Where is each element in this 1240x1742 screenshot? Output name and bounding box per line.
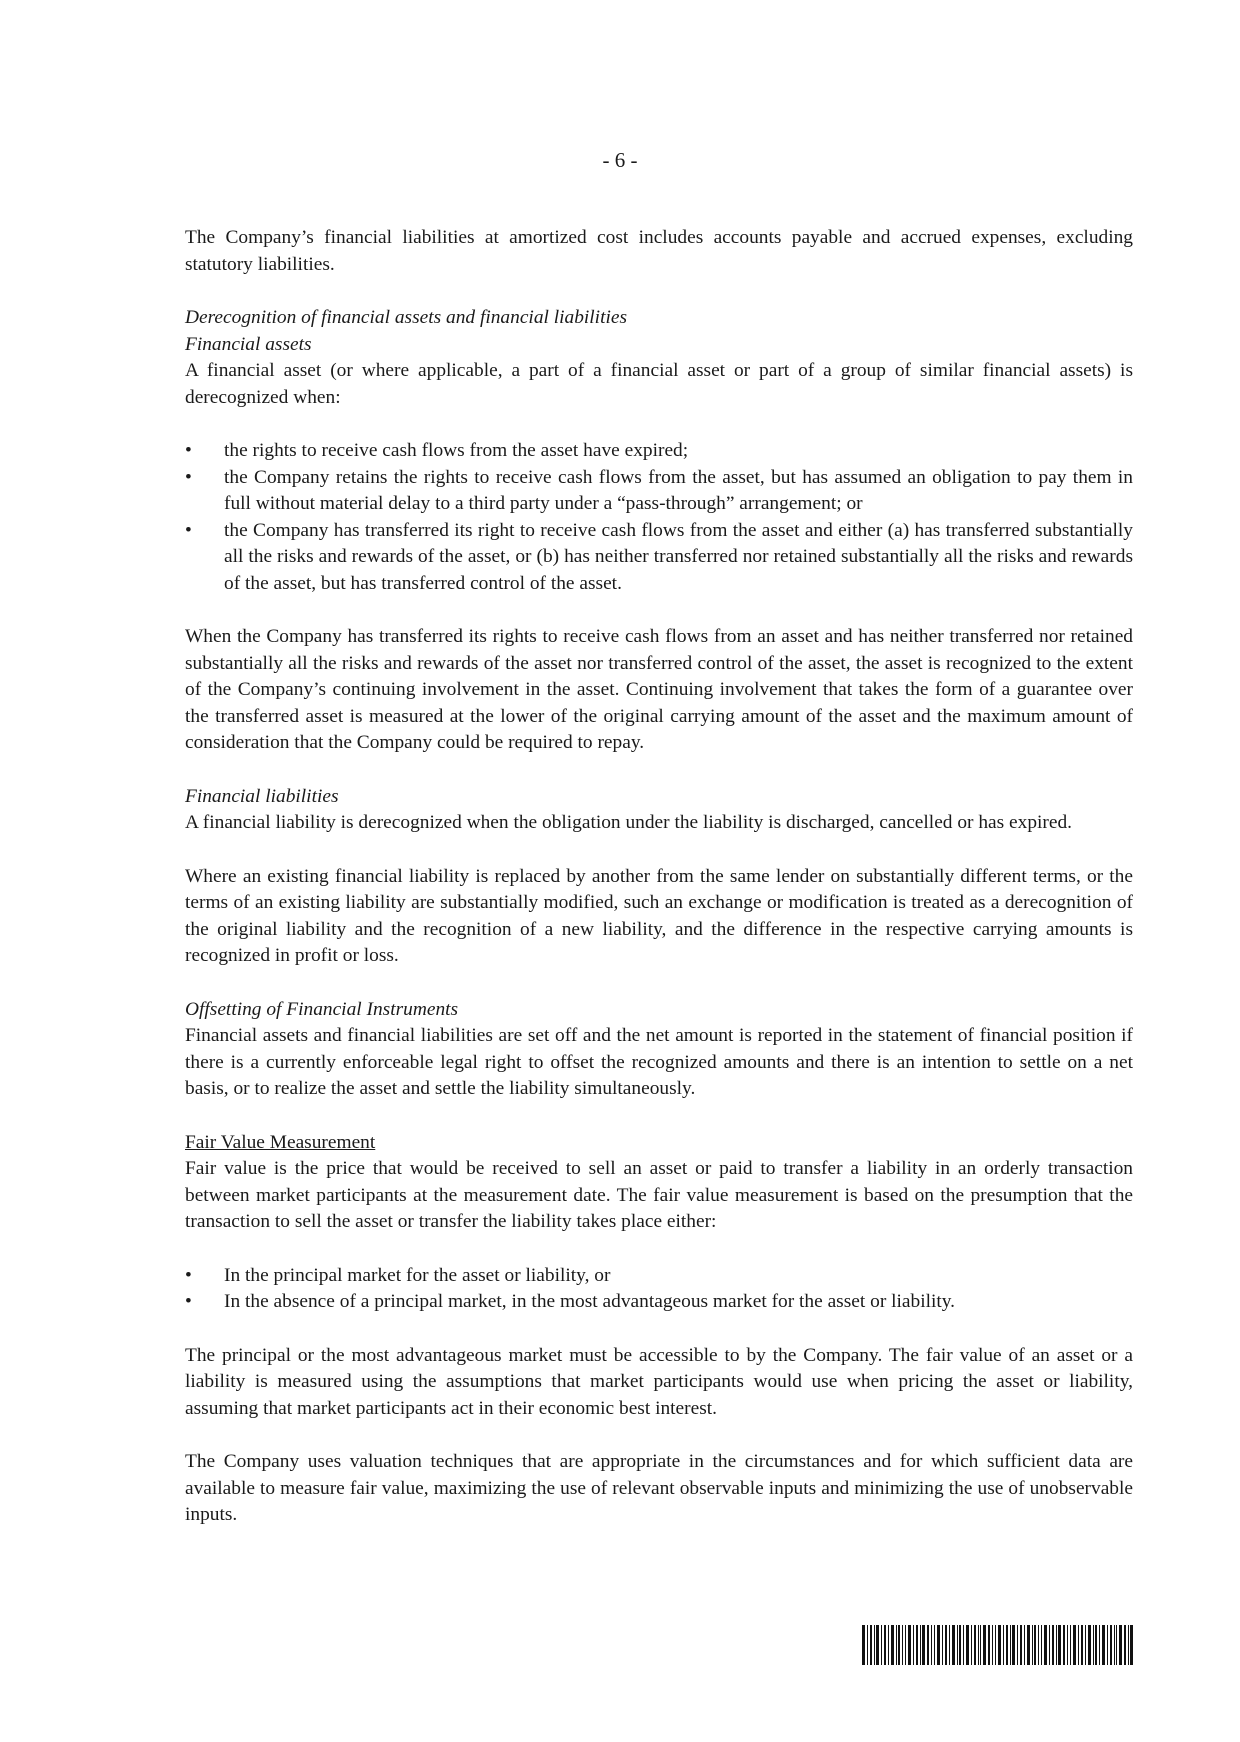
list-item: • the rights to receive cash flows from the asset have expired; <box>185 438 1133 465</box>
list-item: • the Company has transferred its right to receive cash flows from the asset and either (a) has transferred substantially all the risks and rewards of the asset, or (b) has neither transferred nor retained substantially all the risks and rewards of the asset, but has transferred control of the asset. <box>185 518 1133 598</box>
financial-liabilities-paragraph-1: A financial liability is derecognized when the obligation under the liability is discharged, cancelled or has expired. <box>185 812 1073 833</box>
transfer-paragraph: When the Company has transferred its rights to receive cash flows from an asset and has neither transferred nor retained substantially all the risks and rewards of the asset nor transferred control of the asset, the asset is recognized to the extent of the Company’s continuing involvement in the asset. Continuing involvement that takes the form of a guarantee over the transferred asset is measured at the lower of the original carrying amount of the asset and the maximum amount of consideration that the Company could be required to repay. <box>185 626 1133 753</box>
offsetting-heading: Offsetting of Financial Instruments <box>185 998 459 1020</box>
financial-liabilities-section <box>185 784 1133 970</box>
document-body <box>185 225 1133 1529</box>
financial-liabilities-heading: Financial liabilities <box>185 785 339 807</box>
offsetting-section <box>185 997 1133 1103</box>
derecognition-bullet-list <box>185 438 1133 597</box>
derecognition-intro: A financial asset (or where applicable, a part of a financial asset or part of a group of similar financial assets) is derecognized when: <box>185 360 1133 408</box>
fair-value-section <box>185 1130 1133 1529</box>
financial-liabilities-paragraph-2: Where an existing financial liability is replaced by another from the same lender on substantially different terms, or the terms of an existing liability are substantially modified, such an exchange or modification is treated as a derecognition of the original liability and the recognition of a new liability, and the difference in the respective carrying amounts is recognized in profit or loss. <box>185 865 1133 966</box>
financial-assets-subheading: Financial assets <box>185 333 312 355</box>
derecognition-heading: Derecognition of financial assets and financial liabilities <box>185 307 627 328</box>
fair-value-intro: Fair value is the price that would be received to sell an asset or paid to transfer a liability in an orderly transaction between market participants at the measurement date. The fair value measurement is based on the presumption that the transaction to sell the asset or transfer the liability takes place either: <box>185 1158 1133 1232</box>
fair-value-heading: Fair Value Measurement <box>185 1131 376 1153</box>
intro-paragraph: The Company’s financial liabilities at amortized cost includes accounts payable and accrued expenses, excluding statutory liabilities. <box>185 227 1133 275</box>
page-number: - 6 - <box>602 148 638 172</box>
fair-value-paragraph-3: The Company uses valuation techniques that are appropriate in the circumstances and for which sufficient data are available to measure fair value, maximizing the use of relevant observable inputs and minimizing the use of unobservable inputs. <box>185 1451 1133 1525</box>
list-item: • In the principal market for the asset or liability, or <box>185 1263 1133 1290</box>
list-item: • In the absence of a principal market, in the most advantageous market for the asset or liability. <box>185 1289 1133 1316</box>
offsetting-paragraph: Financial assets and financial liabilities are set off and the net amount is reported in the statement of financial position if there is a currently enforceable legal right to offset the recognized amounts and there is an intention to settle on a net basis, or to realize the asset and settle the liability simultaneously. <box>185 1025 1133 1099</box>
fair-value-paragraph-2: The principal or the most advantageous market must be accessible to by the Company. The fair value of an asset or a liability is measured using the assumptions that market participants would use when pricing the asset or liability, assuming that market participants act in their economic best interest. <box>185 1344 1133 1419</box>
derecognition-section <box>185 305 1133 757</box>
fair-value-bullet-list <box>185 1263 1133 1316</box>
barcode-icon <box>862 1625 1133 1665</box>
list-item: • the Company retains the rights to receive cash flows from the asset, but has assumed an obligation to pay them in full without material delay to a third party under a “pass-through” arrangement; or <box>185 465 1133 518</box>
